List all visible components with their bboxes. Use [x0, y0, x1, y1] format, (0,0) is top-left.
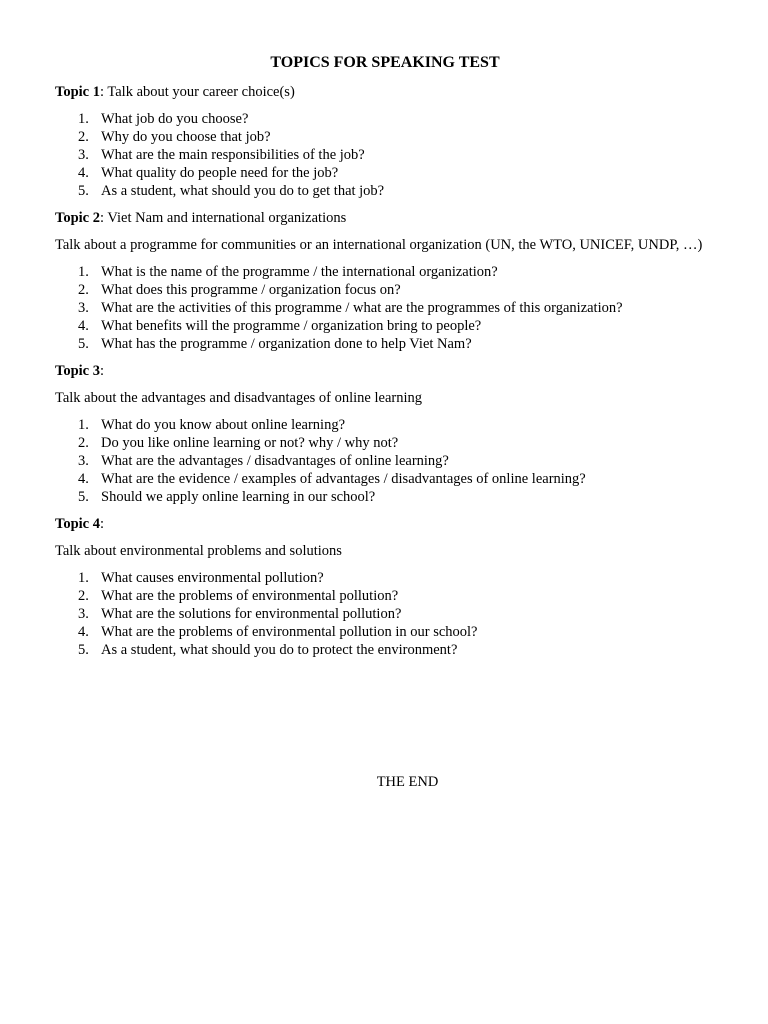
document-page [55, 50, 715, 790]
topic-label: Topic 4 [55, 516, 100, 532]
closing-text: THE END [376, 774, 439, 790]
question-text: Do you like online learning or not? why / why not? [101, 435, 399, 451]
question-item: 1. What causes environmental pollution? [78, 570, 324, 586]
document-title: TOPICS FOR SPEAKING TEST [270, 54, 500, 71]
question-item: 1. What is the name of the programme / the international organization? [78, 264, 498, 280]
question-text: What are the problems of environmental pollution in our school? [101, 624, 478, 640]
question-item: 1. What job do you choose? [78, 111, 249, 127]
question-item: 3. What are the advantages / disadvantages of online learning? [78, 453, 449, 469]
question-text: What are the activities of this programme / what are the programmes of this organization? [101, 300, 623, 316]
question-item: 2. What are the problems of environmental pollution? [78, 588, 399, 604]
question-item: 2. Why do you choose that job? [78, 129, 271, 145]
question-list [55, 263, 715, 353]
question-item: 2. Do you like online learning or not? why / why not? [78, 435, 399, 451]
question-item: 5. Should we apply online learning in our school? [78, 489, 376, 505]
question-item: 3. What are the main responsibilities of the job? [78, 147, 365, 163]
question-text: What does this programme / organization focus on? [101, 282, 401, 298]
question-text: What are the problems of environmental pollution? [101, 588, 399, 604]
question-item: 4. What quality do people need for the job? [78, 165, 339, 181]
topic-description: Talk about environmental problems and solutions [55, 543, 342, 559]
question-item: 4. What are the problems of environmental pollution in our school? [78, 624, 478, 640]
question-item: 4. What are the evidence / examples of advantages / disadvantages of online learning? [78, 471, 586, 487]
question-item: 4. What benefits will the programme / organization bring to people? [78, 318, 482, 334]
topic-label: Topic 1 [55, 84, 100, 100]
question-text: What are the evidence / examples of advantages / disadvantages of online learning? [101, 471, 586, 487]
question-item: 5. As a student, what should you do to protect the environment? [78, 642, 458, 658]
question-text: As a student, what should you do to protect the environment? [101, 642, 458, 658]
topic-heading-text: : Viet Nam and international organizations [100, 210, 347, 226]
topic-section [55, 515, 715, 659]
question-list [55, 416, 715, 506]
question-text: What quality do people need for the job? [101, 165, 339, 181]
question-text: What do you know about online learning? [101, 417, 346, 433]
question-text: Should we apply online learning in our school? [101, 489, 376, 505]
topic-heading-text: : Talk about your career choice(s) [100, 84, 295, 100]
topic-section [55, 209, 715, 353]
question-text: What is the name of the programme / the international organization? [101, 264, 498, 280]
question-text: What are the advantages / disadvantages of online learning? [101, 453, 449, 469]
topic-section [55, 362, 715, 506]
question-text: What job do you choose? [101, 111, 249, 127]
question-item: 5. As a student, what should you do to get that job? [78, 183, 385, 199]
question-text: What are the solutions for environmental pollution? [101, 606, 402, 622]
question-text: What benefits will the programme / organization bring to people? [101, 318, 482, 334]
topic-heading [55, 83, 715, 101]
question-text: What causes environmental pollution? [101, 570, 324, 586]
topic-description: Talk about a programme for communities or an international organization (UN, the WTO, UNICEF, UNDP, …) [55, 237, 703, 253]
topic-heading [55, 362, 715, 380]
topic-heading [55, 515, 715, 533]
topic-label: Topic 3 [55, 363, 100, 379]
question-item: 5. What has the programme / organization done to help Viet Nam? [78, 336, 472, 352]
question-text: Why do you choose that job? [101, 129, 271, 145]
question-list [55, 569, 715, 659]
question-item: 3. What are the activities of this programme / what are the programmes of this organization? [78, 300, 623, 316]
topic-heading-text: : [100, 363, 105, 379]
question-item: 2. What does this programme / organization focus on? [78, 282, 401, 298]
question-text: As a student, what should you do to get that job? [101, 183, 385, 199]
question-list [55, 110, 715, 200]
topic-heading-text: : [100, 516, 105, 532]
topic-label: Topic 2 [55, 210, 100, 226]
question-text: What has the programme / organization done to help Viet Nam? [101, 336, 472, 352]
question-item: 1. What do you know about online learning? [78, 417, 346, 433]
topic-section [55, 83, 715, 200]
topic-description: Talk about the advantages and disadvantages of online learning [55, 390, 423, 406]
topic-heading [55, 209, 715, 227]
question-text: What are the main responsibilities of the job? [101, 147, 365, 163]
question-item: 3. What are the solutions for environmental pollution? [78, 606, 402, 622]
